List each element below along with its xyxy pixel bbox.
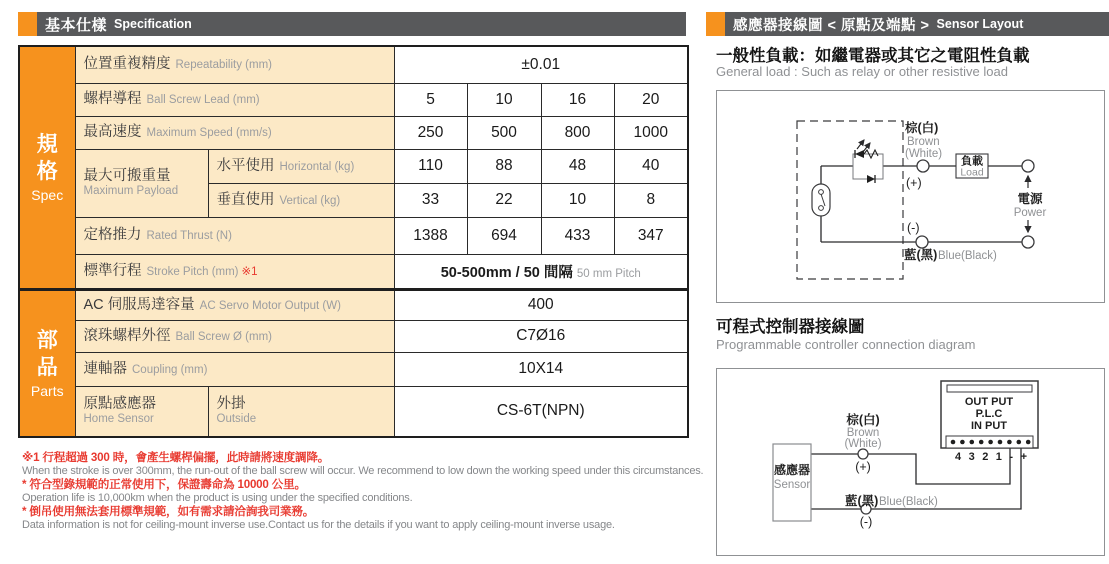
sensor-header-bar <box>706 12 1109 36</box>
power-label-en: Power <box>1013 207 1047 219</box>
label-en: AC Servo Motor Output (W) <box>199 299 341 312</box>
label-en: Vertical (kg) <box>279 194 341 207</box>
label-zh: 標準行程 <box>83 262 142 279</box>
plc-input-label: IN PUT <box>970 420 1008 432</box>
spec-header-bar <box>18 12 686 36</box>
plus-terminal-node <box>917 160 929 172</box>
brown-wire-label-zh: 棕(白) <box>846 413 880 427</box>
label-zh: 螺桿導程 <box>83 91 142 108</box>
label-en: Maximum Speed (mm/s) <box>146 127 272 140</box>
label-en: Maximum Payload <box>83 184 179 197</box>
footnote-line: ※1 行程超過 300 時，會產生螺桿偏擺，此時請將速度調降。 <box>22 451 330 464</box>
row-label-payload <box>75 149 208 217</box>
switch-contact <box>819 206 824 211</box>
row-label-stroke <box>75 254 394 289</box>
white-wire-label-en: (White) <box>844 438 882 450</box>
general-load-diagram-svg <box>717 91 1104 302</box>
value-cell: C7Ø16 <box>394 320 688 352</box>
value-cell: 88 <box>467 149 541 183</box>
row-label-homesensor-mount <box>208 386 394 437</box>
section-parts <box>19 289 75 437</box>
plus-label: (+) <box>855 460 871 474</box>
white-wire-label-en: (White) <box>905 148 943 160</box>
minus-terminal-node <box>916 236 928 248</box>
blue-wire-label-en: Blue(Black) <box>879 496 938 508</box>
reed-switch-icon <box>812 184 830 216</box>
stroke-value: 50-500mm / 50 間隔 <box>440 264 573 281</box>
led-emission-arrow-icon <box>857 140 864 149</box>
plc-name-label: P.L.C <box>975 408 1003 420</box>
brown-wire-label-en: Brown <box>907 136 940 148</box>
spec-header-zh: 基本仕樣 <box>45 16 108 34</box>
footnote-line: When the stroke is over 300mm, the run-out of the ball screw will occur. We recommend to low down the working speed under this circumstances. <box>22 464 704 477</box>
minus-label: (-) <box>907 221 920 235</box>
value-cell: 5 <box>394 83 467 116</box>
spec-header-en: Specification <box>114 17 192 31</box>
row-label-speed <box>75 116 394 149</box>
plus-wire <box>811 448 1010 484</box>
footnote-line: Operation life is 10,000km when the product is using under the specified conditions. <box>22 491 413 504</box>
value-cell: ±0.01 <box>394 46 688 83</box>
value-cell: 500 <box>467 116 541 149</box>
blue-wire-label-zh: 藍(黑) <box>904 248 938 262</box>
value-cell: 694 <box>467 217 541 254</box>
sensor-header-en: Sensor Layout <box>936 17 1024 31</box>
value-cell: 1388 <box>394 217 467 254</box>
label-en: Repeatability (mm) <box>175 59 272 72</box>
plc-connection-diagram-svg <box>717 369 1104 555</box>
plc-title-zh: 可程式控制器接線圖 <box>716 318 865 336</box>
brown-wire-label-zh: 棕(白) <box>905 121 939 135</box>
value-cell: 800 <box>541 116 614 149</box>
value-cell: 33 <box>394 183 467 217</box>
row-label-servo <box>75 289 394 320</box>
section-parts-zh: 部品 <box>36 329 58 380</box>
label-en: Coupling (mm) <box>132 363 208 376</box>
general-load-diagram <box>716 90 1105 303</box>
row-label-lead <box>75 83 394 116</box>
plus-terminal-node <box>858 449 868 459</box>
label-zh: 垂直使用 <box>216 191 275 208</box>
general-load-title-zh: 一般性負載：如繼電器或其它之電阻性負載 <box>716 47 1030 65</box>
blue-wire-label-zh: 藍(黑) <box>845 494 879 508</box>
label-zh: 定格推力 <box>83 227 142 244</box>
plus-label: (+) <box>906 176 922 190</box>
plc-connection-diagram <box>716 368 1105 556</box>
label-en: Outside <box>216 413 257 426</box>
footnote-line: Data information is not for ceiling-mount inverse use.Contact us for the details if you want to apply ceiling-mount inverse usage. <box>22 518 615 531</box>
blue-wire-label-en: Blue(Black) <box>938 250 997 262</box>
label-en: Rated Thrust (N) <box>146 230 232 243</box>
value-cell: 10X14 <box>394 352 688 386</box>
value-cell: 20 <box>614 83 688 116</box>
value-cell: 433 <box>541 217 614 254</box>
value-cell: 8 <box>614 183 688 217</box>
footnotes <box>22 451 722 533</box>
section-spec-zh: 規格 <box>36 133 58 184</box>
label-zh: 滾珠螺桿外徑 <box>83 327 171 344</box>
brown-wire-label-en: Brown <box>846 427 880 439</box>
power-label-zh: 電源 <box>1017 192 1043 206</box>
section-spec <box>19 46 75 289</box>
value-cell: 10 <box>467 83 541 116</box>
section-spec-en: Spec <box>31 187 64 204</box>
orange-square-icon <box>706 12 725 36</box>
value-cell: 250 <box>394 116 467 149</box>
row-label-ballscrew <box>75 320 394 352</box>
value-cell: 1000 <box>614 116 688 149</box>
section-parts-en: Parts <box>30 383 64 400</box>
plc-top-bar <box>947 385 1032 392</box>
label-zh: 外掛 <box>216 395 246 412</box>
row-label-repeatability <box>75 46 394 83</box>
value-cell: 110 <box>394 149 467 183</box>
minus-label: (-) <box>859 515 873 529</box>
value-cell: 16 <box>541 83 614 116</box>
row-label-horizontal <box>208 149 394 183</box>
value-cell: 10 <box>541 183 614 217</box>
power-plus-node <box>1022 160 1034 172</box>
load-label-zh: 負載 <box>961 155 983 168</box>
footnote-line: * 倒吊使用無法套用標準規範，如有需求請洽詢我司業務。 <box>22 505 315 519</box>
label-en: Home Sensor <box>83 413 154 426</box>
plc-title-en: Programmable controller connection diagram <box>716 337 976 352</box>
stroke-note: ※1 <box>241 265 258 278</box>
value-cell: CS-6T(NPN) <box>394 386 688 437</box>
label-zh: AC 伺服馬達容量 <box>83 296 195 313</box>
plc-terminal-dots <box>951 440 1031 445</box>
row-label-coupling <box>75 352 394 386</box>
row-label-homesensor <box>75 386 208 437</box>
footnote-line: * 符合型錄規範的正常使用下，保證壽命為 10000 公里。 <box>22 478 306 492</box>
led-component-box <box>853 154 883 179</box>
label-en: Horizontal (kg) <box>279 160 355 173</box>
label-zh: 連軸器 <box>83 360 127 377</box>
load-label-en: Load <box>960 166 984 179</box>
orange-square-icon <box>18 12 37 36</box>
value-cell: 400 <box>394 289 688 320</box>
value-cell: 347 <box>614 217 688 254</box>
general-load-title-en: General load : Such as relay or other resistive load <box>716 64 1008 79</box>
sensor-header-zh: 感應器接線圖 < 原點及端點 > <box>733 17 930 34</box>
plc-terminal-numbers: 4 3 2 1 - + <box>955 451 1027 463</box>
label-en: Ball Screw Lead (mm) <box>146 94 260 107</box>
switch-contact <box>819 190 824 195</box>
label-zh: 最高速度 <box>83 124 142 141</box>
value-cell: 22 <box>467 183 541 217</box>
label-en: Ball Screw Ø (mm) <box>175 330 272 343</box>
plc-output-label: OUT PUT <box>964 396 1014 408</box>
spec-table <box>18 45 689 438</box>
row-label-thrust <box>75 217 394 254</box>
power-minus-node <box>1022 236 1034 248</box>
stroke-value-en: 50 mm Pitch <box>576 267 641 280</box>
value-cell: 40 <box>614 149 688 183</box>
sensor-label-zh: 感應器 <box>773 463 811 477</box>
label-en: Stroke Pitch (mm) <box>146 265 239 278</box>
sensor-label-en: Sensor <box>773 479 811 491</box>
label-zh: 最大可搬重量 <box>83 167 171 184</box>
row-label-vertical <box>208 183 394 217</box>
value-cell <box>394 254 688 289</box>
label-zh: 水平使用 <box>216 157 275 174</box>
value-cell: 48 <box>541 149 614 183</box>
label-zh: 位置重複精度 <box>83 56 171 73</box>
label-zh: 原點感應器 <box>83 395 156 412</box>
